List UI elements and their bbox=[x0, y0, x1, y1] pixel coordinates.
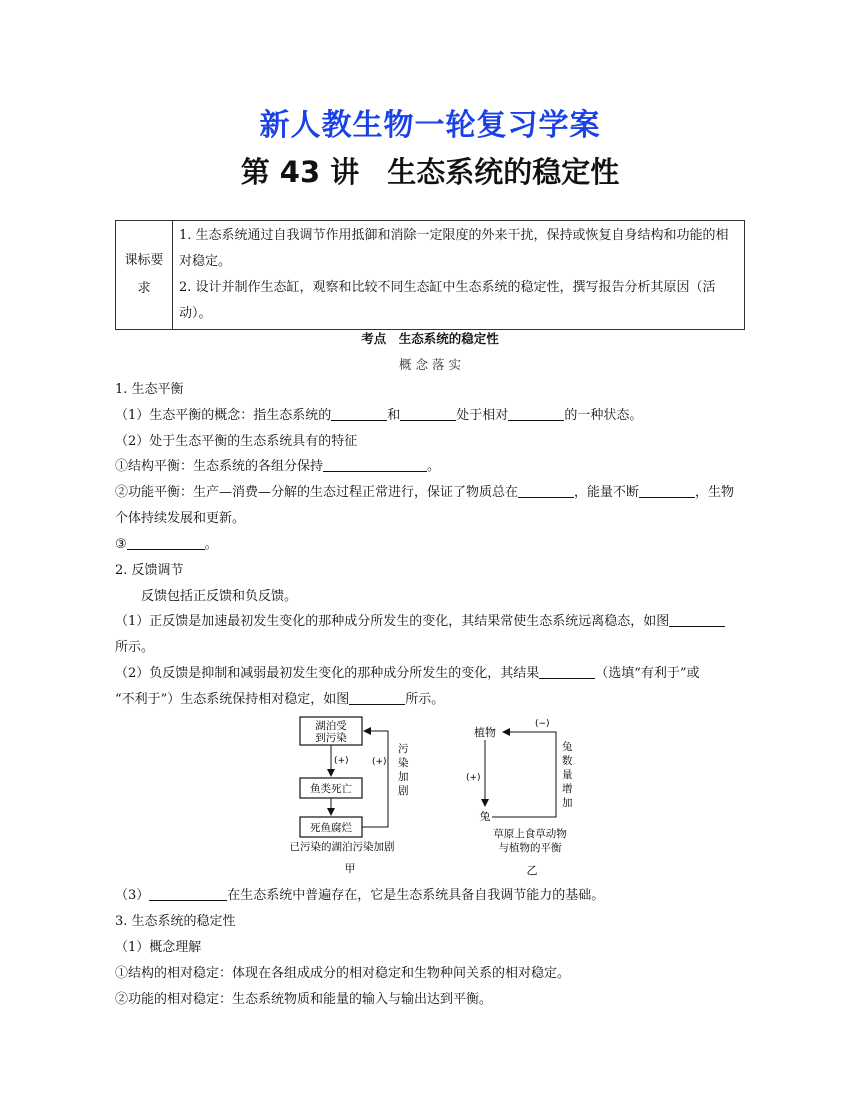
document-title: 新人教生物一轮复习学案 bbox=[259, 108, 601, 143]
answer-blank[interactable] bbox=[349, 691, 405, 705]
figure-b-caption-2: 与植物的平衡 bbox=[498, 842, 562, 854]
box1-line2: 到污染 bbox=[315, 732, 347, 744]
figure-b-caption-1: 草原上食草动物 bbox=[493, 828, 567, 840]
side-label-2: 染 bbox=[398, 757, 409, 769]
s2-p4-text-a: （3） bbox=[115, 888, 150, 903]
figure-b-tag: 乙 bbox=[526, 864, 538, 877]
curriculum-standards-table bbox=[115, 220, 745, 330]
answer-blank[interactable] bbox=[639, 484, 695, 498]
loop-rabbit-to-plant bbox=[492, 732, 556, 817]
figure-negative-feedback bbox=[466, 719, 573, 877]
s1-p1-text-c: 处于相对 bbox=[456, 408, 509, 423]
answer-blank[interactable] bbox=[400, 407, 456, 421]
s3-p2: ①结构的相对稳定：体现在各组成成分的相对稳定和生物种间关系的相对稳定。 bbox=[115, 966, 571, 981]
feedback-diagrams bbox=[270, 712, 590, 882]
s2-p3-text-b: （选填“有利于”或 bbox=[595, 666, 700, 681]
s1-p5-text-a: ③ bbox=[115, 537, 127, 552]
s2-p3-text-c: “不利于”）生态系统保持相对稳定，如图 bbox=[115, 692, 350, 707]
lecture-title bbox=[0, 150, 860, 191]
s2-p2-text-a: （1）正反馈是加速最初发生变化的那种成分所发生的变化，其结果常使生态系统远离稳态，如图 bbox=[115, 614, 670, 629]
s1-p1-text-b: 和 bbox=[387, 408, 401, 423]
side-label-3: 加 bbox=[398, 771, 409, 783]
figure-a-tag: 甲 bbox=[344, 862, 356, 875]
s1-p3-text-b: 。 bbox=[427, 459, 441, 474]
s1-title: 1. 生态平衡 bbox=[115, 382, 184, 397]
answer-blank[interactable] bbox=[539, 665, 595, 679]
s3-p3: ②功能的相对稳定：生态系统物质和能量的输入与输出达到平衡。 bbox=[115, 992, 493, 1007]
figure-positive-feedback bbox=[290, 717, 410, 875]
standards-item-1: 1. 生态系统通过自我调节作用抵御和消除一定限度的外来干扰，保持或恢复自身结构和功能的相对稳定。 bbox=[179, 228, 729, 269]
figure-a-caption: 已污染的湖泊污染加剧 bbox=[289, 841, 395, 853]
s2-p4-text-b: 在生态系统中普遍存在，它是生态系统具备自我调节能力的基础。 bbox=[227, 888, 605, 903]
standards-item-2: 2. 设计并制作生态缸，观察和比较不同生态缸中生态系统的稳定性，撰写报告分析其原因（活动）。 bbox=[179, 280, 716, 321]
s2-title: 2. 反馈调节 bbox=[115, 563, 184, 578]
s1-p1-text-d: 的一种状态。 bbox=[564, 408, 643, 423]
s2-p3 bbox=[115, 665, 700, 683]
standards-content bbox=[173, 221, 745, 330]
s1-p5 bbox=[115, 536, 218, 554]
s1-p1-text-a: （1）生态平衡的概念：指生态系统的 bbox=[115, 408, 332, 423]
s2-p3-cont bbox=[115, 691, 444, 709]
plus-left-label: (+) bbox=[334, 756, 349, 766]
b-side-label-5: 加 bbox=[562, 797, 573, 809]
s2-p3-text-a: （2）负反馈是抑制和减弱最初发生变化的那种成分所发生的变化，其结果 bbox=[115, 666, 540, 681]
s2-p1: 反馈包括正反馈和负反馈。 bbox=[141, 589, 298, 604]
answer-blank[interactable] bbox=[331, 407, 387, 421]
s2-p3-text-d: 所示。 bbox=[405, 692, 445, 707]
s1-p2: （2）处于生态平衡的生态系统具有的特征 bbox=[115, 434, 358, 449]
answer-blank[interactable] bbox=[149, 887, 227, 901]
section-heading: 考点 生态系统的稳定性 bbox=[361, 331, 499, 346]
s1-p4-text-b: ，能量不断 bbox=[574, 485, 640, 500]
s2-p2 bbox=[115, 613, 725, 631]
node-plant: 植物 bbox=[474, 726, 496, 739]
answer-blank[interactable] bbox=[669, 613, 725, 627]
s1-p4-text-c: ，生物 bbox=[695, 485, 735, 500]
s1-p5-text-b: 。 bbox=[204, 537, 218, 552]
answer-blank[interactable] bbox=[323, 458, 427, 472]
s1-p3-text-a: ①结构平衡：生态系统的各组分保持 bbox=[115, 459, 324, 474]
side-label-1: 污 bbox=[398, 743, 409, 755]
s1-p4-cont: 个体持续发展和更新。 bbox=[115, 511, 246, 526]
s2-p2-cont: 所示。 bbox=[115, 640, 155, 655]
s1-p4 bbox=[115, 484, 734, 502]
s3-p1: （1）概念理解 bbox=[115, 940, 202, 955]
s1-p1 bbox=[115, 407, 642, 425]
minus-label: (−) bbox=[535, 719, 550, 729]
b-side-label-1: 兔 bbox=[562, 741, 573, 753]
section-subheading: 概 念 落 实 bbox=[399, 357, 461, 372]
answer-blank[interactable] bbox=[518, 484, 574, 498]
side-label-4: 剧 bbox=[398, 785, 409, 797]
s1-p4-text-a: ②功能平衡：生产—消费—分解的生态过程正常进行，保证了物质总在 bbox=[115, 485, 519, 500]
s1-p3 bbox=[115, 458, 440, 476]
box1-line1: 湖泊受 bbox=[315, 720, 347, 732]
s3-title: 3. 生态系统的稳定性 bbox=[115, 914, 236, 929]
b-side-label-4: 增 bbox=[562, 783, 573, 795]
b-side-label-3: 量 bbox=[562, 769, 573, 781]
plus-right-label: (+) bbox=[372, 757, 387, 767]
answer-blank[interactable] bbox=[508, 407, 564, 421]
lecture-topic: 生态系统的稳定性 bbox=[387, 155, 620, 189]
node-rabbit: 兔 bbox=[479, 810, 491, 823]
b-side-label-2: 数 bbox=[562, 755, 573, 767]
answer-blank[interactable] bbox=[127, 536, 205, 550]
lecture-number: 第 43 讲 bbox=[240, 155, 360, 189]
s2-p4 bbox=[115, 887, 604, 905]
plus-label: (+) bbox=[466, 773, 481, 783]
feedback-loop-arrow bbox=[362, 731, 388, 827]
standards-label: 课标要求 bbox=[116, 221, 173, 330]
box3-label: 死鱼腐烂 bbox=[310, 822, 352, 834]
box2-label: 鱼类死亡 bbox=[310, 783, 352, 795]
